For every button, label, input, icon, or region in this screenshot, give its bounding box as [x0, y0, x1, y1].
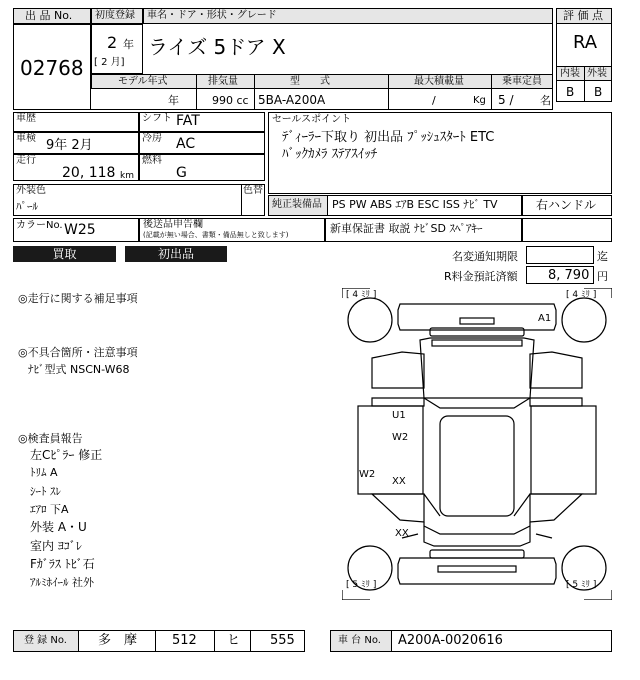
plate-kana: ヒ: [227, 633, 241, 648]
driving-remarks-title: ◎走行に関する補足事項: [18, 292, 138, 305]
equipment-label: 純正装備品: [272, 199, 322, 210]
defects-title: ◎不具合箇所・注意事項: [18, 346, 138, 359]
car-label: 車名・ドア・形状・グレード: [147, 10, 277, 21]
docs-label: 後送品申告欄: [143, 219, 203, 230]
max-load: /: [432, 94, 436, 107]
inspection-label: 車検: [16, 133, 36, 144]
displacement: 990 cc: [212, 94, 249, 107]
recycle-value: 8, 790: [548, 268, 590, 283]
exterior-label: 外装: [587, 68, 607, 79]
warranty-value: 新車保証書 取説 ﾅﾋﾞSD ｽﾍﾟｱｷｰ: [330, 222, 483, 235]
divider: [491, 74, 492, 110]
ext-color-label: 外装色: [16, 185, 46, 196]
plate-label: 登 録 No.: [24, 635, 67, 646]
plate-class: 512: [172, 633, 197, 648]
plate-number: 555: [270, 633, 295, 648]
model-year-label: モデル年式: [118, 76, 168, 87]
notice-value-box: [526, 246, 594, 264]
divider: [254, 74, 255, 110]
reg-month-note: [ 2 月]: [94, 57, 125, 68]
docs-note: (記載が無い場合、書類・備品無しと致します): [143, 231, 289, 239]
tire-front-left: [ 4 ﾐﾘ ]: [346, 290, 377, 300]
divider: [196, 74, 197, 110]
report-line: ﾄﾘﾑ A: [30, 466, 58, 479]
exterior-grade: B: [594, 85, 603, 99]
ext-color-cell: [13, 184, 265, 216]
capacity-label: 乗車定員: [502, 76, 542, 87]
model-type-label: 型 式: [290, 76, 330, 87]
recycle-label: R料金預託済額: [444, 270, 518, 283]
car-name: ライズ 5ドア X: [148, 35, 286, 59]
buy-tag: 買取: [13, 246, 116, 262]
defect-line-1: ﾅﾋﾞ型式 NSCN-W68: [28, 363, 130, 376]
damage-mark-xx-rear: XX: [395, 528, 409, 539]
tire-front-right: [ 4 ﾐﾘ ]: [566, 290, 597, 300]
divider: [388, 74, 389, 110]
inspection-value: 9年 2月: [46, 138, 93, 153]
max-load-label: 最大積載量: [414, 76, 464, 87]
mileage-value: 20, 118: [62, 165, 116, 181]
report-line: 外装 A・U: [30, 520, 87, 534]
load-unit: Kg: [473, 95, 486, 106]
report-line: 室内 ﾖｺﾞﾚ: [30, 539, 82, 553]
divider: [214, 630, 215, 652]
steering-value: 右ハンドル: [536, 198, 597, 212]
report-line: ｱﾙﾐﾎｲｰﾙ 社外: [30, 576, 94, 589]
divider: [250, 630, 251, 652]
aircon-value: AC: [176, 136, 196, 152]
divider: [241, 184, 242, 216]
score: RA: [573, 32, 598, 53]
interior-label: 内装: [560, 68, 580, 79]
chassis-value: A200A-0020616: [398, 633, 503, 648]
tire-rear-left: [ 5 ﾐﾘ ]: [346, 580, 377, 590]
divider: [584, 66, 585, 102]
sales-line-1: ﾃﾞｨｰﾗｰ下取り 初出品 ﾌﾟｯｼｭｽﾀｰﾄ ETC: [282, 130, 495, 145]
report-line: 左Cﾋﾟﾗｰ 修正: [30, 448, 103, 462]
notice-label: 名変通知期限: [452, 250, 518, 263]
warranty-extra-cell: [522, 218, 612, 242]
report-line: ｴｱﾛ 下A: [30, 503, 69, 516]
divider: [155, 630, 156, 652]
report-line: ｼｰﾄ ｽﾚ: [30, 485, 61, 498]
sales-line-2: ﾊﾞｯｸｶﾒﾗ ｽﾃｱｽｲｯﾁ: [282, 147, 378, 162]
notice-unit: 迄: [597, 250, 608, 263]
damage-mark-w2-left: W2: [359, 469, 376, 480]
chassis-label: 車 台 No.: [338, 635, 381, 646]
damage-mark-a1: A1: [538, 313, 552, 324]
interior-grade: B: [566, 85, 575, 99]
score-label: 評 価 点: [563, 9, 603, 22]
first-listing-tag: 初出品: [125, 246, 227, 262]
fuel-label: 燃料: [142, 155, 162, 166]
displacement-label: 排気量: [208, 76, 238, 87]
sales-label: セールスポイント: [272, 114, 352, 125]
car-damage-diagram: [342, 288, 612, 600]
capacity: 5 /: [498, 93, 514, 107]
mileage-unit: km: [120, 171, 134, 181]
color-no-value: W25: [64, 222, 96, 238]
reg-year: 2: [107, 33, 118, 52]
capacity-unit: 名: [540, 94, 551, 107]
damage-mark-xx-side: XX: [392, 476, 406, 487]
tire-rear-right: [ 5 ﾐﾘ ]: [566, 580, 597, 590]
damage-mark-w2-upper: W2: [392, 432, 409, 443]
fuel-value: G: [176, 165, 187, 181]
recycle-unit: 円: [597, 270, 608, 283]
inspector-report-title: ◎検査員報告: [18, 432, 83, 445]
plate-region: 多 摩: [98, 633, 138, 648]
shift-value: FAT: [176, 113, 200, 129]
damage-mark-u1: U1: [392, 410, 406, 421]
ext-color-value: ﾊﾟｰﾙ: [16, 200, 38, 213]
lot-number: 02768: [20, 56, 84, 80]
model-type: 5BA-A200A: [258, 93, 326, 107]
year-unit: 年: [123, 38, 134, 51]
color-no-label: カラーNo.: [16, 220, 63, 231]
lot-label: 出 品 No.: [25, 9, 73, 22]
shift-label: シフト: [142, 113, 172, 124]
history-label: 車歴: [16, 113, 36, 124]
aircon-label: 冷房: [142, 133, 162, 144]
mileage-label: 走行: [16, 155, 36, 166]
report-line: Fｶﾞﾗｽ ﾄﾋﾞ石: [30, 557, 95, 571]
reg-label: 初度登録: [95, 10, 135, 21]
equipment-value: PS PW ABS ｴｱB ESC ISS ﾅﾋﾞ TV: [332, 198, 498, 211]
repaint-label: 色替: [243, 185, 263, 196]
model-year-unit: 年: [168, 94, 179, 107]
